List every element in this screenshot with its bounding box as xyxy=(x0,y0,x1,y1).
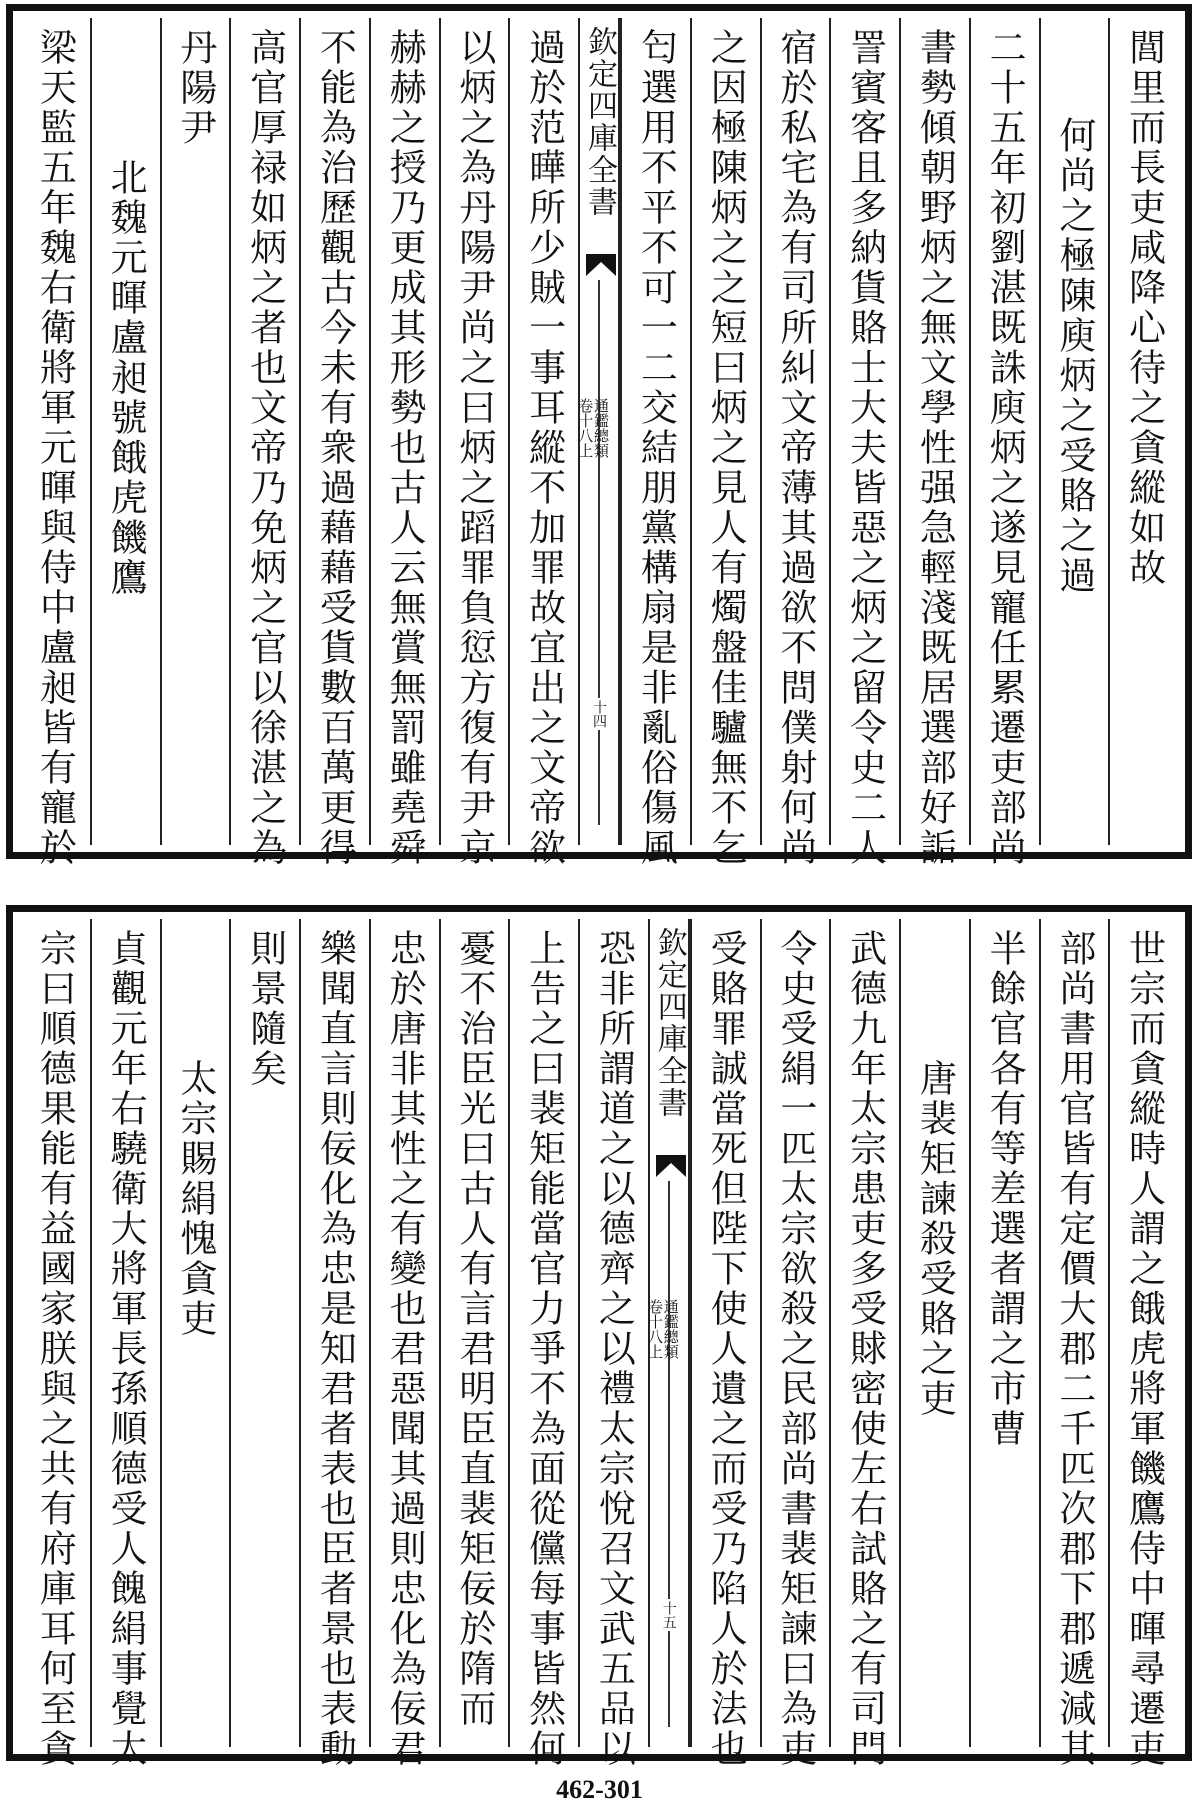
text-column xyxy=(690,18,760,868)
column-text: 宗曰順德果能有益國家朕與之共有府庫耳何至貪 xyxy=(33,929,77,1769)
column-text: 過於范曄所少賊一事耳縱不加罪故宜出之文帝欲 xyxy=(522,28,566,868)
bottom-page xyxy=(6,905,1192,1769)
banxin-page-number: 十五 xyxy=(660,1601,677,1629)
column-text: 赫赫之授乃更成其形勢也古人云無賞無罰雖堯舜 xyxy=(383,28,427,868)
heading-column xyxy=(899,919,969,1747)
column-text: 不能為治歷觀古今未有衆過藉藉受貨數百萬更得 xyxy=(313,28,357,868)
column-text: 以炳之為丹陽尹尚之曰炳之蹈罪負愆方復有尹京 xyxy=(452,28,496,868)
banxin-center-strip xyxy=(648,919,690,1747)
text-column xyxy=(829,919,899,1769)
column-text: 丹陽尹 xyxy=(173,28,217,148)
banxin-center-strip xyxy=(578,18,620,845)
column-text: 之因極陳炳之之短曰炳之見人有燭盤佳驢無不乞 xyxy=(704,28,748,868)
column-text: 高官厚禄如炳之者也文帝乃免炳之官以徐湛之為 xyxy=(243,28,287,868)
banxin-volume xyxy=(577,398,609,458)
column-text: 匄選用不平不可一二交結朋黨構扇是非亂俗傷風 xyxy=(634,28,678,868)
banxin-volume xyxy=(646,1299,678,1359)
column-text: 忠於唐非其性之有變也君惡聞其過則忠化為佞君 xyxy=(383,929,427,1769)
text-column xyxy=(969,18,1039,868)
column-text: 宿於私宅為有司所糾文帝薄其過欲不問僕射何尚 xyxy=(773,28,817,868)
text-column xyxy=(690,919,760,1769)
heading-column xyxy=(160,919,230,1747)
text-column xyxy=(1108,18,1178,845)
text-column xyxy=(620,18,690,868)
banxin-volume-number: 卷十八上 xyxy=(646,1299,664,1359)
column-text: 令史受絹一匹太宗欲殺之民部尚書裴矩諫曰為吏 xyxy=(773,929,817,1769)
heading-column xyxy=(1039,18,1109,845)
column-text: 閭里而長吏咸降心待之貪縱如故 xyxy=(1122,28,1166,588)
column-text: 太宗賜絹愧貪吏 xyxy=(173,1059,217,1339)
column-text: 部尚書用官皆有定價大郡二千匹次郡下郡遞減其 xyxy=(1052,929,1096,1769)
column-text: 恐非所謂道之以德齊之以禮太宗悅召文武五品以 xyxy=(592,929,636,1769)
text-column xyxy=(229,18,299,868)
text-column xyxy=(160,18,230,845)
column-text: 世宗而貪縱時人謂之餓虎將軍饑鷹侍中暉尋遷吏 xyxy=(1122,929,1166,1769)
text-column xyxy=(369,919,439,1769)
column-text: 唐裴矩諫殺受賂之吏 xyxy=(913,1059,957,1419)
text-column xyxy=(508,18,578,868)
text-column xyxy=(760,18,830,868)
page-footer-number: 462-301 xyxy=(556,1775,643,1804)
text-column xyxy=(439,18,509,868)
column-text: 二十五年初劉湛既誅庾炳之遂見寵任累遷吏部尚 xyxy=(983,28,1027,868)
top-page xyxy=(6,4,1192,868)
column-text: 憂不治臣光曰古人有言君明臣直裴矩佞於隋而 xyxy=(452,929,496,1729)
text-column xyxy=(969,919,1039,1747)
banxin-book-title: 通鑑總類 xyxy=(592,398,610,458)
text-column xyxy=(229,919,299,1747)
column-text: 何尚之極陳庾炳之受賂之過 xyxy=(1052,116,1096,596)
banxin-book-title: 通鑑總類 xyxy=(661,1299,680,1359)
text-column xyxy=(578,919,648,1769)
column-text: 半餘官各有等差選者謂之市曹 xyxy=(983,929,1027,1449)
banxin-title: 欽定四庫全書 xyxy=(582,26,617,218)
text-column xyxy=(20,919,90,1769)
text-column xyxy=(829,18,899,868)
column-text: 樂聞直言則佞化為忠是知君者表也臣者景也表動 xyxy=(313,929,357,1769)
column-text: 北魏元暉盧昶號餓虎饑鷹 xyxy=(104,158,148,598)
text-column xyxy=(760,919,830,1769)
text-column xyxy=(1108,919,1178,1769)
bottom-columns xyxy=(20,919,1178,1769)
column-text: 貞觀元年右驍衛大將軍長孫順德受人餽絹事覺太 xyxy=(104,929,148,1769)
text-column xyxy=(439,919,509,1747)
column-text: 則景隨矣 xyxy=(243,929,287,1089)
text-column xyxy=(90,919,160,1769)
text-column xyxy=(508,919,578,1769)
column-text: 受賂罪誠當死但陛下使人遺之而受乃陷人於法也 xyxy=(704,929,748,1769)
column-text: 梁天監五年魏右衛將軍元暉與侍中盧昶皆有寵於 xyxy=(33,28,77,868)
banxin-rule xyxy=(668,1181,670,1727)
fish-tail-mark xyxy=(656,1155,686,1177)
column-text: 上告之曰裴矩能當官力爭不為面從儻每事皆然何 xyxy=(522,929,566,1769)
column-text: 武德九年太宗患吏多受賕密使左右試賂之有司門 xyxy=(843,929,887,1769)
text-column xyxy=(20,18,90,868)
heading-column xyxy=(90,18,160,845)
text-column xyxy=(899,18,969,868)
top-columns xyxy=(20,18,1178,868)
banxin-rule xyxy=(598,280,600,825)
text-column xyxy=(369,18,439,868)
fish-tail-mark xyxy=(586,254,616,276)
text-column xyxy=(299,18,369,868)
banxin-page-number: 十四 xyxy=(591,700,607,728)
column-text: 書勢傾朝野炳之無文學性强急輕淺既居選部好詬 xyxy=(913,28,957,868)
banxin-title: 欽定四庫全書 xyxy=(651,927,687,1119)
column-text: 詈賓客且多納貨賂士大夫皆惡之炳之留令史二人 xyxy=(843,28,887,868)
text-column xyxy=(1039,919,1109,1769)
text-column xyxy=(299,919,369,1769)
banxin-volume-number: 卷十八上 xyxy=(576,398,595,458)
